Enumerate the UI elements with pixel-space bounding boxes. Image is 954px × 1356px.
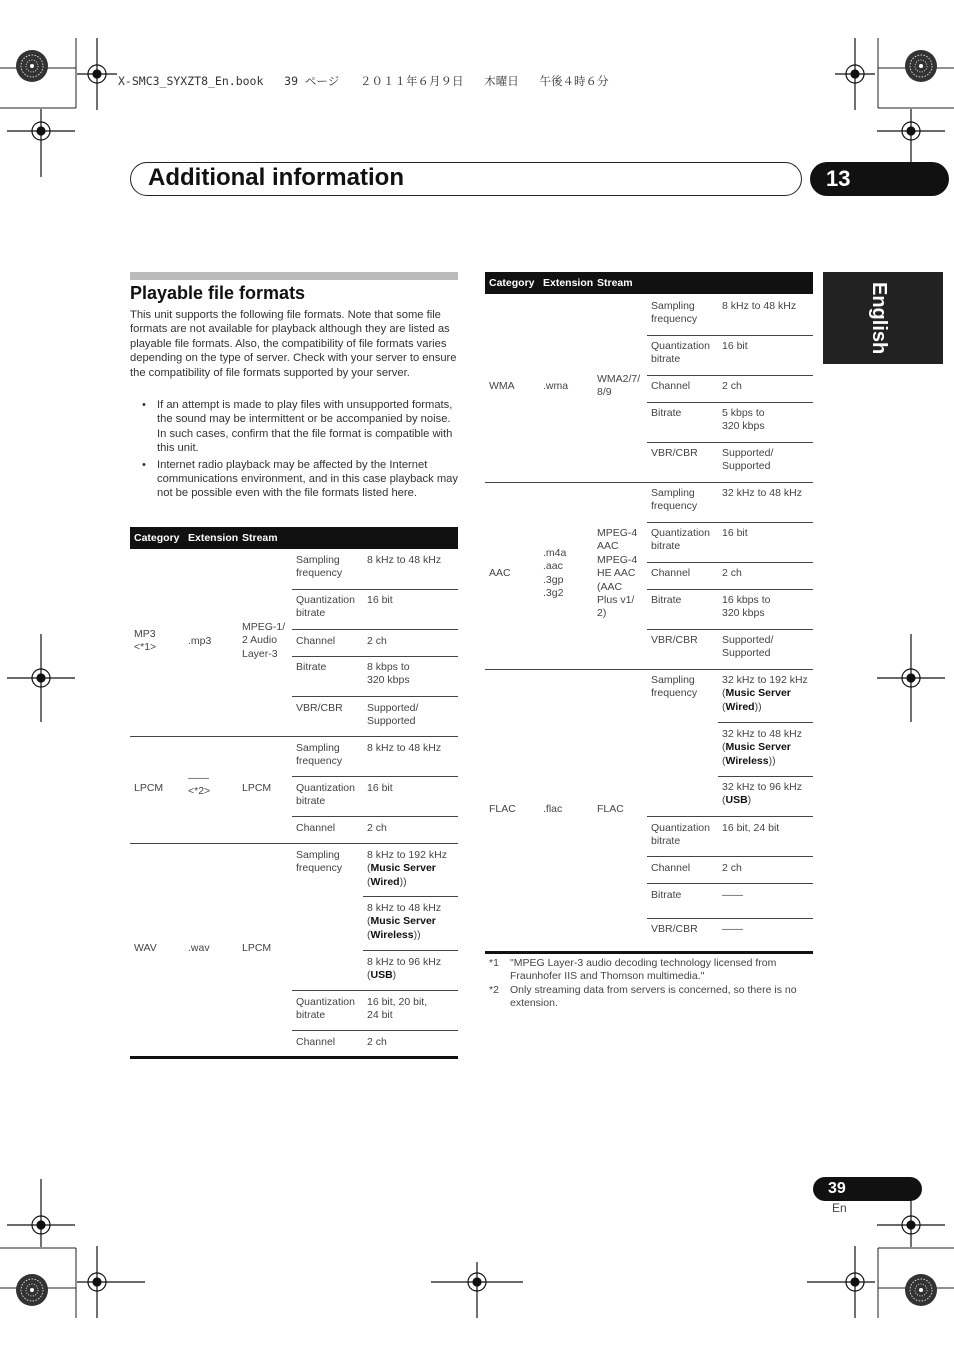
row-divider [363,950,458,951]
property-label: Bitrate [296,661,327,673]
property-label: VBR/CBR [651,634,698,646]
group-divider [130,736,458,737]
bullet-item: • Internet radio playback may be affected by the Internet communications environment, and in this case playback may not be possible even with the file formats listed here. [130,458,458,501]
category-cell: FLAC [489,803,516,815]
property-value: 16 bit, 24 bit [722,822,780,834]
extension-cell: .flac [543,803,563,815]
property-label: Channel [651,862,691,874]
property-label: Channel [296,635,336,647]
property-label: VBR/CBR [651,923,698,935]
category-cell: MP3 <*1> [134,628,157,654]
property-value: 8 kHz to 48 kHz [367,554,442,566]
row-divider [292,990,458,991]
row-divider [647,589,813,590]
property-label: Bitrate [651,594,682,606]
bullet-list [130,398,458,503]
row-divider [647,522,813,523]
property-value: 16 bit [722,340,748,352]
extension-cell: .wma [543,380,569,392]
table-header [485,272,813,294]
chapter-number: 13 [810,162,949,196]
group-divider [485,669,813,670]
property-value: 8 kHz to 48 kHz [722,300,797,312]
row-divider [292,696,458,697]
row-divider [647,918,813,919]
extension-cell: .m4a .aac .3gp .3g2 [543,547,567,600]
table-bottom-rule [130,1056,458,1059]
header-stream: Stream [597,277,633,289]
stream-cell: LPCM [242,782,272,794]
property-label: Quantization bitrate [296,996,355,1022]
book-header-line: X-SMC3_SYXZT8_En.book 39 ページ ２０１１年６月９日 木曜日 午後４時６分 [118,74,609,88]
row-divider [292,776,458,777]
property-label: Quantization bitrate [651,527,710,553]
section-intro: This unit supports the following file formats. Note that some file formats are not available for playback although they are listed as playable file formats. Also, the compatibility of file formats varies depending on the type of server. Check with your server to ensure the compatibility of file formats supported by your server. [130,309,457,379]
footnote [489,957,814,984]
footnote-text: "MPEG Layer-3 audio decoding technology licensed from Fraunhofer IIS and Thomson multimedia." [510,957,777,983]
group-divider [485,482,813,483]
category-cell: LPCM [134,782,164,794]
property-label: Sampling frequency [651,674,698,700]
group-divider [130,843,458,844]
page-number: 39 [813,1177,922,1201]
sampling-value: 8 kHz to 192 kHz (Music Server (Wired)) [367,849,447,888]
header-category: Category [134,532,180,544]
row-divider [718,776,813,777]
table-header [130,527,458,549]
row-divider [292,589,458,590]
sampling-value: 32 kHz to 192 kHz (Music Server (Wired)) [722,674,808,713]
property-label: Sampling frequency [651,300,698,326]
property-value: 2 ch [367,635,387,647]
footnote-mark: *2 [489,984,499,996]
property-value: 16 bit [367,594,393,606]
row-divider [292,629,458,630]
property-label: Channel [651,567,691,579]
extension-cell: —— <*2> [188,772,211,798]
table-bottom-rule [485,951,813,954]
property-label: VBR/CBR [296,702,343,714]
property-value: 32 kHz to 48 kHz [722,487,802,499]
header-category: Category [489,277,535,289]
page-language: En [832,1201,847,1215]
property-label: Sampling frequency [651,487,698,513]
property-value: Supported/ Supported [722,447,774,473]
row-divider [647,562,813,563]
language-side-tab [823,272,943,364]
property-label: Channel [296,822,336,834]
property-value: 2 ch [367,822,387,834]
property-value: 2 ch [367,1036,387,1048]
property-label: Sampling frequency [296,554,343,580]
row-divider [292,1030,458,1031]
property-label: Quantization bitrate [296,594,355,620]
category-cell: AAC [489,567,511,579]
sampling-value: 32 kHz to 48 kHz (Music Server (Wireless)) [722,728,802,767]
property-label: Bitrate [651,889,682,901]
header-stream: Stream [242,532,278,544]
footnote-mark: *1 [489,957,499,969]
property-label: Quantization bitrate [651,340,710,366]
property-label: Channel [296,1036,336,1048]
property-label: VBR/CBR [651,447,698,459]
row-divider [718,722,813,723]
row-divider [292,816,458,817]
property-value: 16 bit [722,527,748,539]
row-divider [363,896,458,897]
property-label: Sampling frequency [296,742,343,768]
row-divider [647,375,813,376]
property-value: 8 kbps to 320 kbps [367,661,410,687]
property-label: Bitrate [651,407,682,419]
stream-cell: WMA2/7/ 8/9 [597,373,641,399]
row-divider [647,816,813,817]
property-label: Quantization bitrate [296,782,355,808]
property-value: 2 ch [722,380,742,392]
row-divider [647,442,813,443]
stream-cell: MPEG-4 AAC MPEG-4 HE AAC (AAC Plus v1/ 2) [597,527,638,620]
row-divider [647,629,813,630]
stream-cell: LPCM [242,942,272,954]
property-value: 16 bit, 20 bit, 24 bit [367,996,428,1022]
language-tab-label: English [868,282,890,355]
extension-cell: .mp3 [188,635,212,647]
sampling-value: 8 kHz to 96 kHz (USB) [367,956,442,982]
chapter-title: Additional information [148,164,404,191]
header-extension: Extension [188,532,239,544]
property-value: —— [722,923,743,935]
row-divider [647,335,813,336]
property-value: Supported/ Supported [367,702,419,728]
property-label: Quantization bitrate [651,822,710,848]
property-label: Channel [651,380,691,392]
property-value: 2 ch [722,567,742,579]
section-title: Playable file formats [130,283,306,303]
property-value: 2 ch [722,862,742,874]
row-divider [647,856,813,857]
property-value: 5 kbps to 320 kbps [722,407,765,433]
footnote [489,984,814,1011]
extension-cell: .wav [188,942,210,954]
header-extension: Extension [543,277,594,289]
property-value: 8 kHz to 48 kHz [367,742,442,754]
property-value: Supported/ Supported [722,634,774,660]
row-divider [647,883,813,884]
property-value: 16 kbps to 320 kbps [722,594,771,620]
footnote-text: Only streaming data from servers is concerned, so there is no extension. [510,984,797,1010]
section-rule [130,272,458,280]
row-divider [292,656,458,657]
stream-cell: FLAC [597,803,624,815]
sampling-value: 32 kHz to 96 kHz (USB) [722,781,802,807]
sampling-value: 8 kHz to 48 kHz (Music Server (Wireless)) [367,902,442,941]
category-cell: WMA [489,380,515,392]
property-label: Sampling frequency [296,849,343,875]
row-divider [647,402,813,403]
property-value: —— [722,889,743,901]
category-cell: WAV [134,942,157,954]
property-value: 16 bit [367,782,393,794]
stream-cell: MPEG-1/ 2 Audio Layer-3 [242,621,286,660]
bullet-item: • If an attempt is made to play files with unsupported formats, the sound may be intermittent or be accompanied by noise. In such cases, confirm that the file format is compatible with this unit. [130,398,458,456]
